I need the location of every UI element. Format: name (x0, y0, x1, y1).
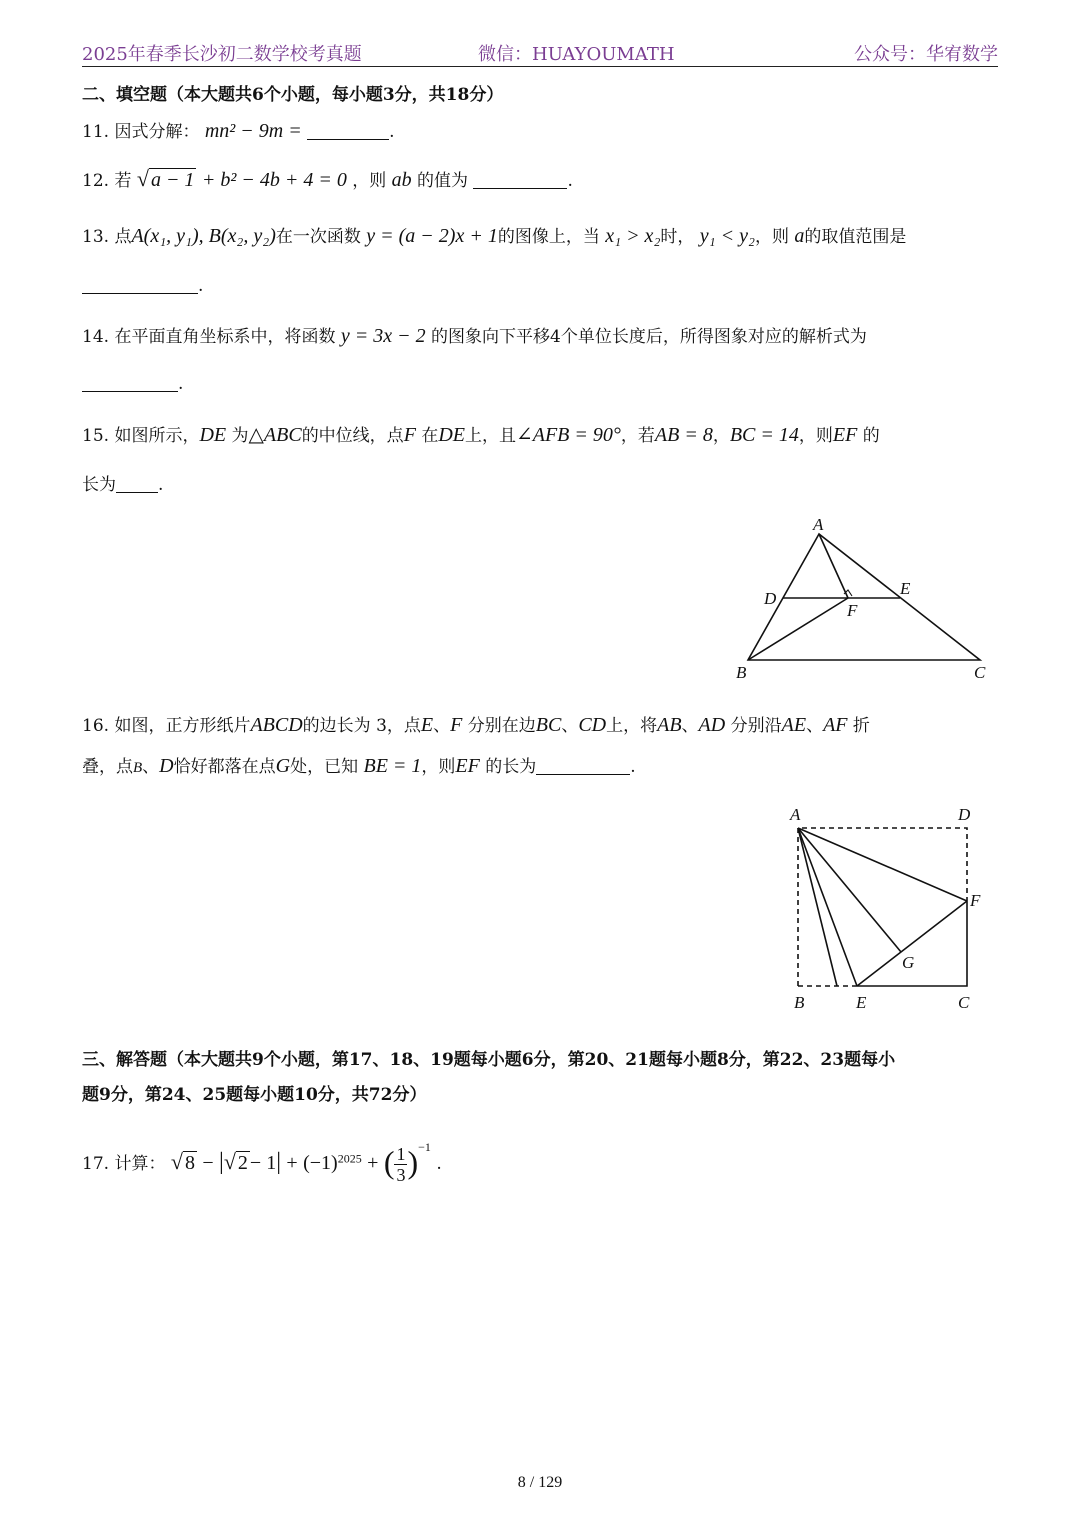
q16-t6: 上，将 (606, 716, 658, 736)
q12-pre: 若 (114, 171, 132, 191)
q16-t5: 、 (561, 716, 579, 736)
q17-plus1: + (286, 1152, 298, 1174)
q14-answer-line (82, 374, 183, 394)
q17-radicand-8: 8 (184, 1152, 195, 1174)
q16-l2d: 处，已知 (290, 757, 359, 777)
q13-answer-blank[interactable] (82, 293, 198, 294)
q17-number: 17. (82, 1154, 110, 1174)
q16-l2e: ，则 (421, 757, 456, 777)
q15-label-b: B (736, 663, 747, 682)
q13-condition-x: x₁ > x₂ (605, 225, 661, 247)
q16-be: BE = 1 (363, 755, 422, 777)
q15-label-c: C (974, 663, 986, 682)
q15-label-d: D (764, 589, 777, 608)
section2-title: 二、填空题（本大题共6个小题，每小题3分，共18分） (82, 85, 504, 105)
q16-t2: 的边长为 3，点 (302, 716, 421, 736)
q16-label-g: G (902, 953, 915, 972)
q15-t3: 的中位线，点 (301, 426, 404, 446)
q16-number: 16. (82, 716, 110, 736)
q11-end: . (389, 122, 395, 142)
q13-function: y = (a − 2)x + 1 (366, 225, 498, 247)
q13-mid4: ，则 (754, 227, 789, 247)
q15-t5: 上，且 (464, 426, 516, 446)
q15-t7: ， (712, 426, 730, 446)
q16-label-e: E (856, 993, 867, 1012)
q13-number: 13. (82, 227, 110, 247)
q15-end: . (158, 475, 164, 495)
q13-points: A(x₁, y₁), B(x₂, y₂) (131, 225, 276, 247)
q15-t4: 在 (421, 426, 439, 446)
q16-bc: BC (535, 714, 562, 736)
q16-t10: 折 (852, 716, 870, 736)
q15-segment-bf (748, 598, 848, 660)
q16-ae: AE (781, 714, 807, 736)
q16-ab: AB (657, 714, 682, 736)
q12-post: 的值为 (417, 171, 469, 191)
q11-number: 11. (82, 122, 110, 142)
q13-end: . (198, 276, 204, 296)
q15-label-a: A (813, 515, 824, 534)
q13-condition-y: y₁ < y₂ (699, 225, 755, 247)
q17-neg-one: (−1) (303, 1152, 338, 1174)
q16-square: ABCD (250, 714, 303, 736)
section3-title-line1: 三、解答题（本大题共9个小题，第17、18、19题每小题6分，第20、21题每小题8分，第22、23题每小 (82, 1050, 896, 1070)
header-account: 公众号：华宥数学 (854, 44, 998, 65)
q16-af: AF (823, 714, 848, 736)
q16-label-d: D (958, 805, 971, 824)
q15-figure (730, 512, 1000, 687)
q16-segment-af (798, 828, 967, 901)
q14-number: 14. (82, 327, 110, 347)
q16-t7: 、 (681, 716, 699, 736)
q14-end: . (178, 374, 184, 394)
q11-text: 因式分解： (114, 122, 200, 142)
q15-angle: ∠AFB = 90° (515, 424, 621, 446)
header-wechat: 微信：HUAYOUMATH (478, 44, 675, 65)
sqrt-sign-2: √ (223, 1149, 236, 1174)
q16-ef: EF (455, 755, 480, 777)
q15-segment-af (819, 534, 848, 598)
q16-label-f: F (970, 891, 981, 910)
q16-f: F (450, 714, 463, 736)
q13-post: 的取值范围是 (804, 227, 907, 247)
q16-segment-ae (798, 828, 857, 986)
paren-left: ( (383, 1144, 395, 1180)
q13-var: a (794, 225, 805, 247)
q16-t1: 如图，正方形纸片 (114, 716, 251, 736)
q15-de: DE (199, 424, 227, 446)
q16-cd: CD (578, 714, 607, 736)
q12-radicand: a − 1 (150, 169, 195, 191)
q17-exponent-neg1: −1 (418, 1140, 431, 1154)
q16-e: E (420, 714, 434, 736)
q15-ef: EF (832, 424, 858, 446)
q17-exponent-2025: 2025 (337, 1151, 362, 1166)
q17-text: 计算： (114, 1154, 166, 1174)
q16-line2 (82, 752, 636, 778)
q16-label-b: B (794, 993, 805, 1012)
q15-de2: DE (438, 424, 465, 446)
q15-t2: 为 (231, 426, 249, 446)
q15-t8: ，则 (798, 426, 833, 446)
q11-answer-blank[interactable] (307, 139, 389, 140)
q12-end: . (567, 171, 573, 191)
q14-answer-blank[interactable] (82, 391, 178, 392)
q16-label-c: C (958, 993, 970, 1012)
q16-ad: AD (698, 714, 726, 736)
section3-title-line2: 题9分，第24、25题每小题10分，共72分） (82, 1085, 427, 1105)
q17-radicand-2: 2 (237, 1152, 248, 1174)
abs-bar-left: | (219, 1149, 224, 1175)
question-11 (82, 117, 395, 143)
sqrt-sign: √ (136, 166, 149, 191)
q13-mid1: 在一次函数 (275, 227, 361, 247)
q17-fraction-numerator: 1 (396, 1144, 406, 1164)
q15-triangle-abc (748, 534, 980, 660)
q16-label-a: A (790, 805, 801, 824)
q16-t9: 、 (806, 716, 824, 736)
q14-post: 的图象向下平移4个单位长度后，所得图象对应的解析式为 (431, 327, 867, 347)
q12-answer-blank[interactable] (473, 188, 567, 189)
q13-answer-line (82, 276, 203, 296)
sqrt-sign-8: √ (170, 1149, 183, 1174)
q15-label-e: E (900, 579, 911, 598)
question-13 (82, 222, 906, 248)
question-12 (82, 166, 573, 192)
q15-bc: BC = 14 (729, 424, 799, 446)
q16-end: . (630, 757, 636, 777)
q17-fraction-denominator: 3 (396, 1165, 406, 1185)
q15-t1: 如图所示， (114, 426, 200, 446)
q13-pre: 点 (114, 227, 132, 247)
page-number: 8 / 129 (517, 1474, 563, 1491)
q11-expression: mn² − 9m = (204, 120, 302, 142)
q16-figure (780, 800, 990, 1020)
q16-t4: 分别在边 (467, 716, 536, 736)
q12-expression: + b² − 4b + 4 = 0 (201, 169, 347, 191)
q15-number: 15. (82, 426, 110, 446)
q16-d: D (159, 755, 174, 777)
q13-mid2: 的图像上，当 (497, 227, 600, 247)
q16-l2b: 、 (142, 757, 160, 777)
q16-b: B (133, 760, 143, 776)
q17-plus2: + (367, 1152, 379, 1174)
q15-label-f: F (847, 601, 858, 620)
question-16 (82, 711, 870, 737)
q16-dashed-edges (798, 828, 967, 986)
q16-l2c: 恰好都落在点 (173, 757, 276, 777)
q16-t8: 分别沿 (730, 716, 782, 736)
q17-end: . (436, 1154, 442, 1174)
q17-minus: − (202, 1152, 214, 1174)
question-14 (82, 322, 867, 348)
paren-right: ) (407, 1144, 419, 1180)
q15-t6: ，若 (620, 426, 655, 446)
q15-triangle: △ABC (248, 424, 302, 446)
q12-mid: ，则 (352, 171, 387, 191)
q16-g: G (275, 755, 291, 777)
q15-line2 (82, 470, 163, 495)
q17-fraction (394, 1144, 407, 1185)
q14-function: y = 3x − 2 (340, 325, 426, 347)
page-header (82, 38, 998, 67)
q17-minus-one: − 1 (249, 1152, 277, 1174)
q13-mid3: 时， (660, 227, 695, 247)
abs-bar-right: | (276, 1149, 282, 1175)
q16-l2a: 叠，点 (82, 757, 133, 777)
q16-answer-blank[interactable] (536, 774, 630, 775)
q15-line2-text: 长为 (82, 475, 116, 495)
q15-f: F (403, 424, 416, 446)
question-15 (82, 421, 880, 447)
q16-t3: 、 (433, 716, 451, 736)
q16-segment-ef (857, 901, 967, 986)
q12-ab: ab (391, 169, 412, 191)
question-17 (82, 1140, 442, 1185)
header-title: 2025年春季长沙初二数学校考真题 (82, 44, 362, 65)
q14-pre: 在平面直角坐标系中，将函数 (114, 327, 336, 347)
q12-number: 12. (82, 171, 110, 191)
q15-answer-blank[interactable] (116, 492, 158, 493)
q15-t9: 的 (862, 426, 880, 446)
q16-l2f: 的长为 (485, 757, 537, 777)
q15-ab: AB = 8 (654, 424, 713, 446)
